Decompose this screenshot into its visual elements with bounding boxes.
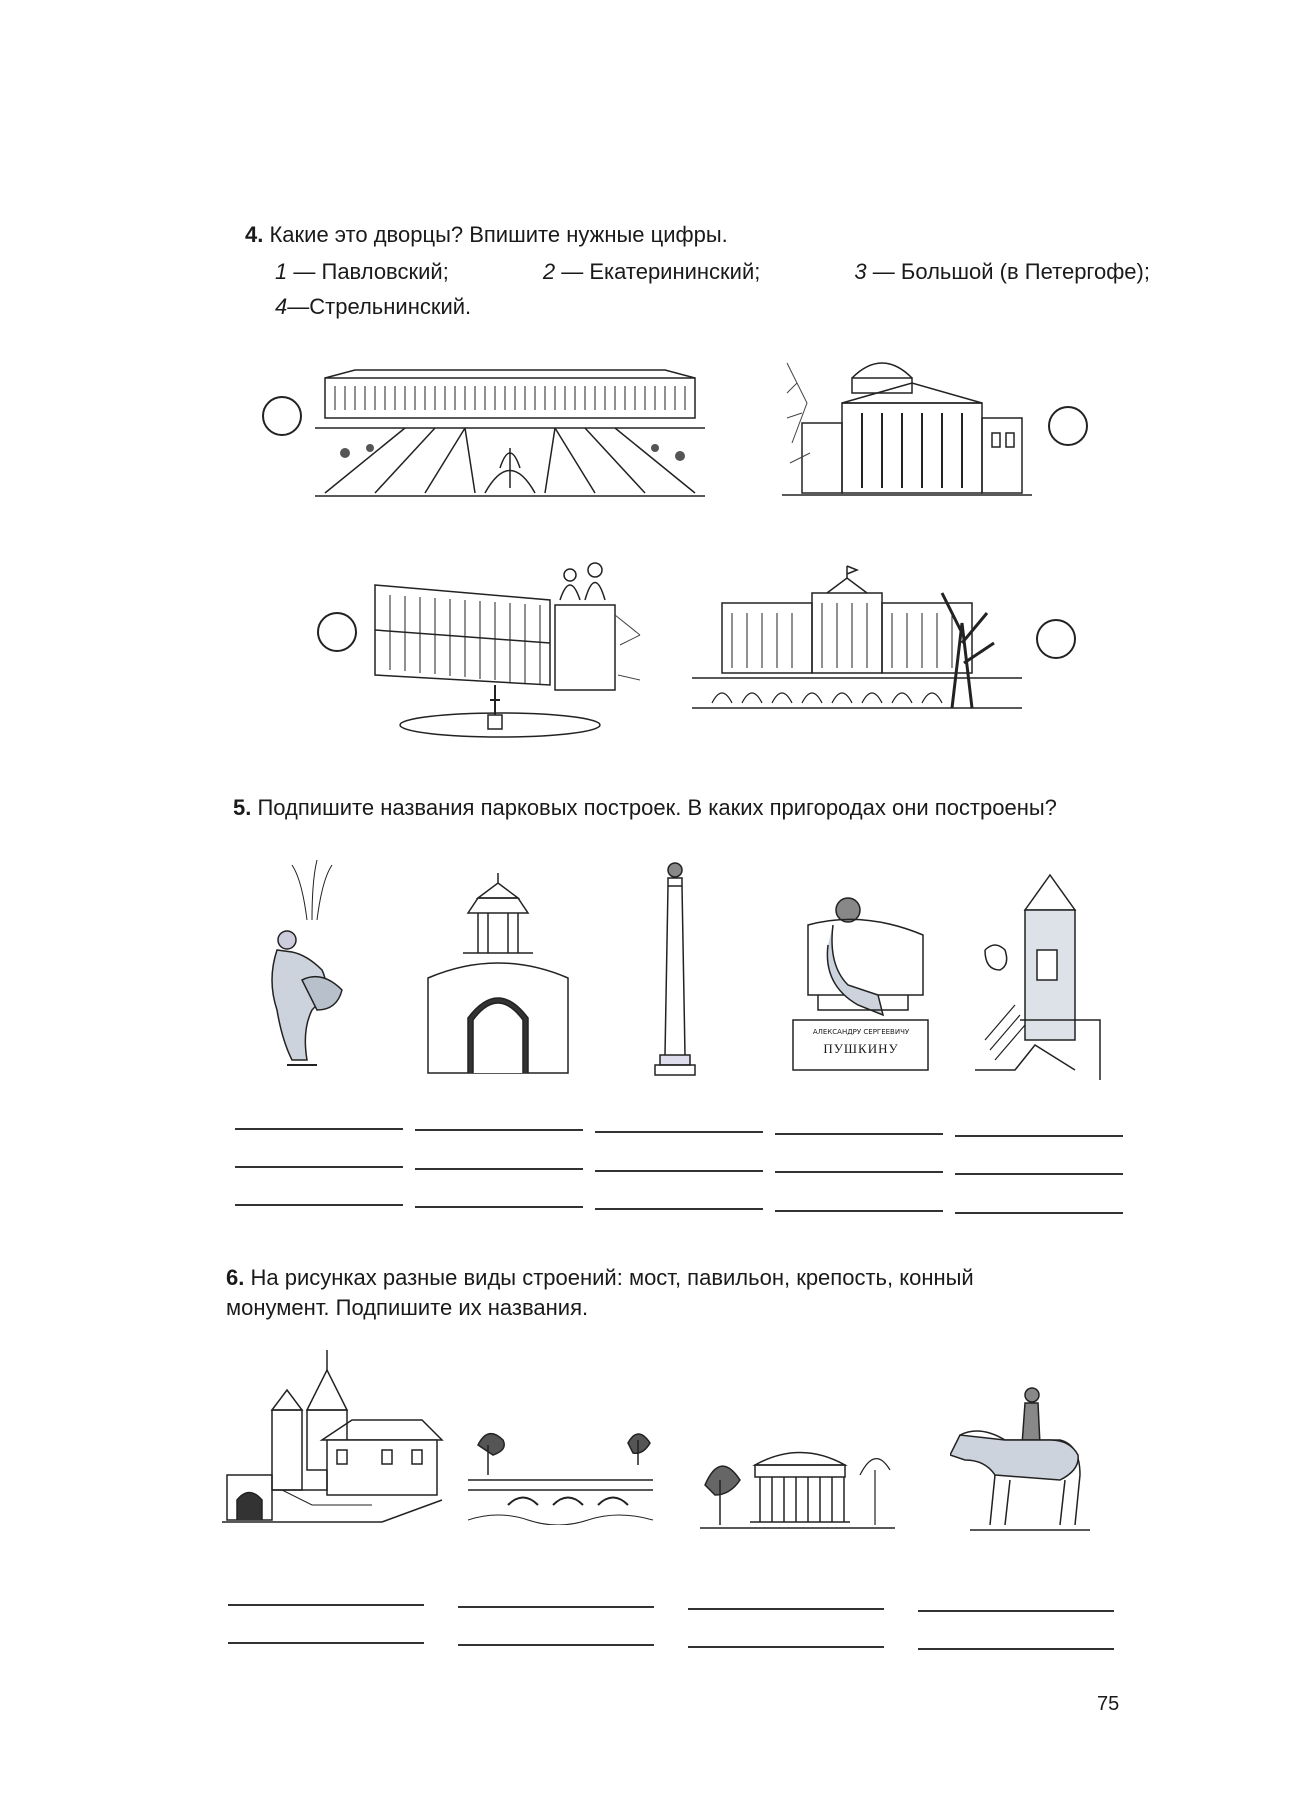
palace-peterhof-illustration [315,368,705,498]
task5-answer-line[interactable] [415,1129,583,1131]
task5-answer-line[interactable] [235,1128,403,1130]
task6-heading [226,1263,1131,1323]
column-illustration [650,860,700,1080]
answer-circle-palace-4[interactable] [1036,619,1076,659]
task4-number: 4. [245,222,264,247]
tower-illustration [975,870,1105,1080]
task6-answer-line[interactable] [918,1610,1114,1612]
palace-strelna-illustration [692,563,1022,713]
task6-title-line2: монумент. Подпишите их названия. [226,1295,589,1320]
task5-answer-line[interactable] [955,1173,1123,1175]
equestrian-monument-illustration [950,1385,1090,1535]
option-2: 2 — Екатерининский; [542,259,761,284]
pushkin-monument-illustration [788,885,938,1075]
task5-answer-line[interactable] [775,1171,943,1173]
task6-answer-line[interactable] [228,1642,424,1644]
bridge-illustration [468,1425,653,1525]
page-number: 75 [1097,1693,1120,1715]
option-4: 4—Стрельнинский. [275,294,472,319]
task5-number: 5. [233,795,252,820]
task5-heading [233,793,1057,823]
task5-answer-line[interactable] [955,1135,1123,1137]
statue-samson-illustration [262,860,362,1075]
answer-circle-palace-2[interactable] [1048,406,1088,446]
task5-answer-line[interactable] [235,1204,403,1206]
pavilion-arch-illustration [423,868,573,1078]
task5-answer-line[interactable] [955,1212,1123,1214]
task5-title: Подпишите названия парковых построек. В каких пригородах они построены? [257,795,1057,820]
fortress-illustration [222,1350,447,1525]
task4-options-line2 [275,290,471,324]
pavilion-rotunda-illustration [700,1440,895,1530]
task4-title: Какие это дворцы? Впишите нужные цифры. [269,222,728,247]
option-1: 1 — Павловский; [275,259,449,284]
task6-answer-line[interactable] [228,1604,424,1606]
task6-title-line1: 6. На рисунках разные виды строений: мост, павильон, крепость, конный [226,1265,974,1290]
task6-answer-line[interactable] [458,1606,654,1608]
option-3: 3 — Большой (в Петергофе); [854,259,1150,284]
task5-answer-line[interactable] [235,1166,403,1168]
palace-pavlovsk-illustration [782,343,1032,498]
task5-answer-line[interactable] [595,1208,763,1210]
task5-answer-line[interactable] [595,1131,763,1133]
task6-answer-line[interactable] [688,1646,884,1648]
pedestal-inscription: ПУШКИНУ [823,1041,899,1056]
answer-circle-palace-1[interactable] [262,396,302,436]
task5-answer-line[interactable] [415,1206,583,1208]
palace-catherine-illustration [370,555,645,740]
task6-answer-line[interactable] [688,1608,884,1610]
task4-heading [245,220,728,250]
task5-answer-line[interactable] [415,1168,583,1170]
task6-answer-line[interactable] [458,1644,654,1646]
pedestal-inscription-small: АЛЕКСАНДРУ СЕРГЕЕВИЧУ [812,1028,910,1036]
task5-answer-line[interactable] [775,1210,943,1212]
task6-answer-line[interactable] [918,1648,1114,1650]
answer-circle-palace-3[interactable] [317,612,357,652]
task5-answer-line[interactable] [775,1133,943,1135]
task4-options-line1 [275,255,1150,289]
task5-answer-line[interactable] [595,1170,763,1172]
